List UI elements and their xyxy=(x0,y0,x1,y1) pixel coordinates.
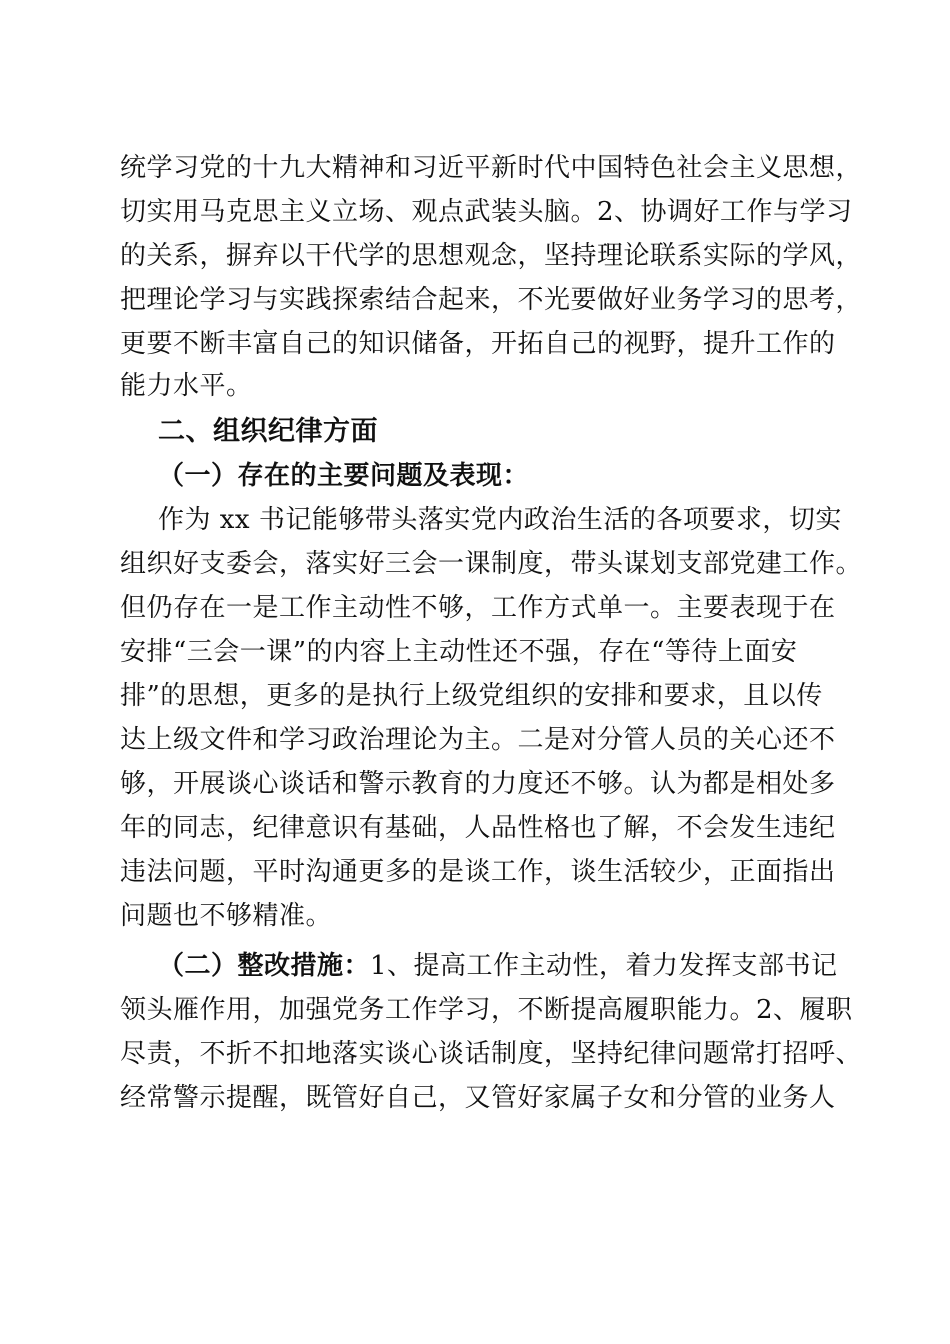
para3-line-1-rest: 1、提高工作主动性，着力发挥支部书记 xyxy=(370,951,838,981)
body-line-6: 能力水平。 xyxy=(120,371,253,401)
para2-line-4: 安排“三会一课”的内容上主动性还不强，存在“等待上面安 xyxy=(120,637,798,667)
subheading-measures: （二）整改措施： xyxy=(158,951,371,981)
para2-line-6: 达上级文件和学习政治理论为主。二是对分管人员的关心还不 xyxy=(120,725,836,755)
subheading-problems: （一）存在的主要问题及表现： xyxy=(158,461,530,491)
para3-line-1 xyxy=(158,944,878,988)
para3-line-2: 领头雁作用，加强党务工作学习，不断提高履职能力。2、履职 xyxy=(120,995,853,1025)
para3-line-4: 经常警示提醒，既管好自己，又管好家属子女和分管的业务人 xyxy=(120,1083,836,1113)
para2-line-3: 但仍存在一是工作主动性不够，工作方式单一。主要表现于在 xyxy=(120,593,836,623)
para2-line-2: 组织好支委会，落实好三会一课制度，带头谋划支部党建工作。 xyxy=(120,549,863,579)
section-heading: 二、组织纪律方面 xyxy=(158,416,378,447)
para2-line-9: 违法问题，平时沟通更多的是谈工作，谈生活较少，正面指出 xyxy=(120,857,836,887)
para3-line-3: 尽责，不折不扣地落实谈心谈话制度，坚持纪律问题常打招呼、 xyxy=(120,1039,863,1069)
para2-line-1: 作为 xx 书记能够带头落实党内政治生活的各项要求，切实 xyxy=(158,505,842,535)
body-line-3: 的关系，摒弃以干代学的思想观念，坚持理论联系实际的学风， xyxy=(120,241,863,271)
body-line-5: 更要不断丰富自己的知识储备，开拓自己的视野，提升工作的 xyxy=(120,329,836,359)
para2-line-10: 问题也不够精准。 xyxy=(120,901,333,931)
para2-line-5: 排”的思想，更多的是执行上级党组织的安排和要求，且以传 xyxy=(120,681,823,711)
para2-line-8: 年的同志，纪律意识有基础，人品性格也了解，不会发生违纪 xyxy=(120,813,836,843)
para2-line-7: 够，开展谈心谈话和警示教育的力度还不够。认为都是相处多 xyxy=(120,769,836,799)
body-line-4: 把理论学习与实践探索结合起来，不光要做好业务学习的思考， xyxy=(120,285,863,315)
body-line-1: 统学习党的十九大精神和习近平新时代中国特色社会主义思想， xyxy=(120,153,863,183)
body-line-2: 切实用马克思主义立场、观点武装头脑。2、协调好工作与学习 xyxy=(120,197,853,227)
